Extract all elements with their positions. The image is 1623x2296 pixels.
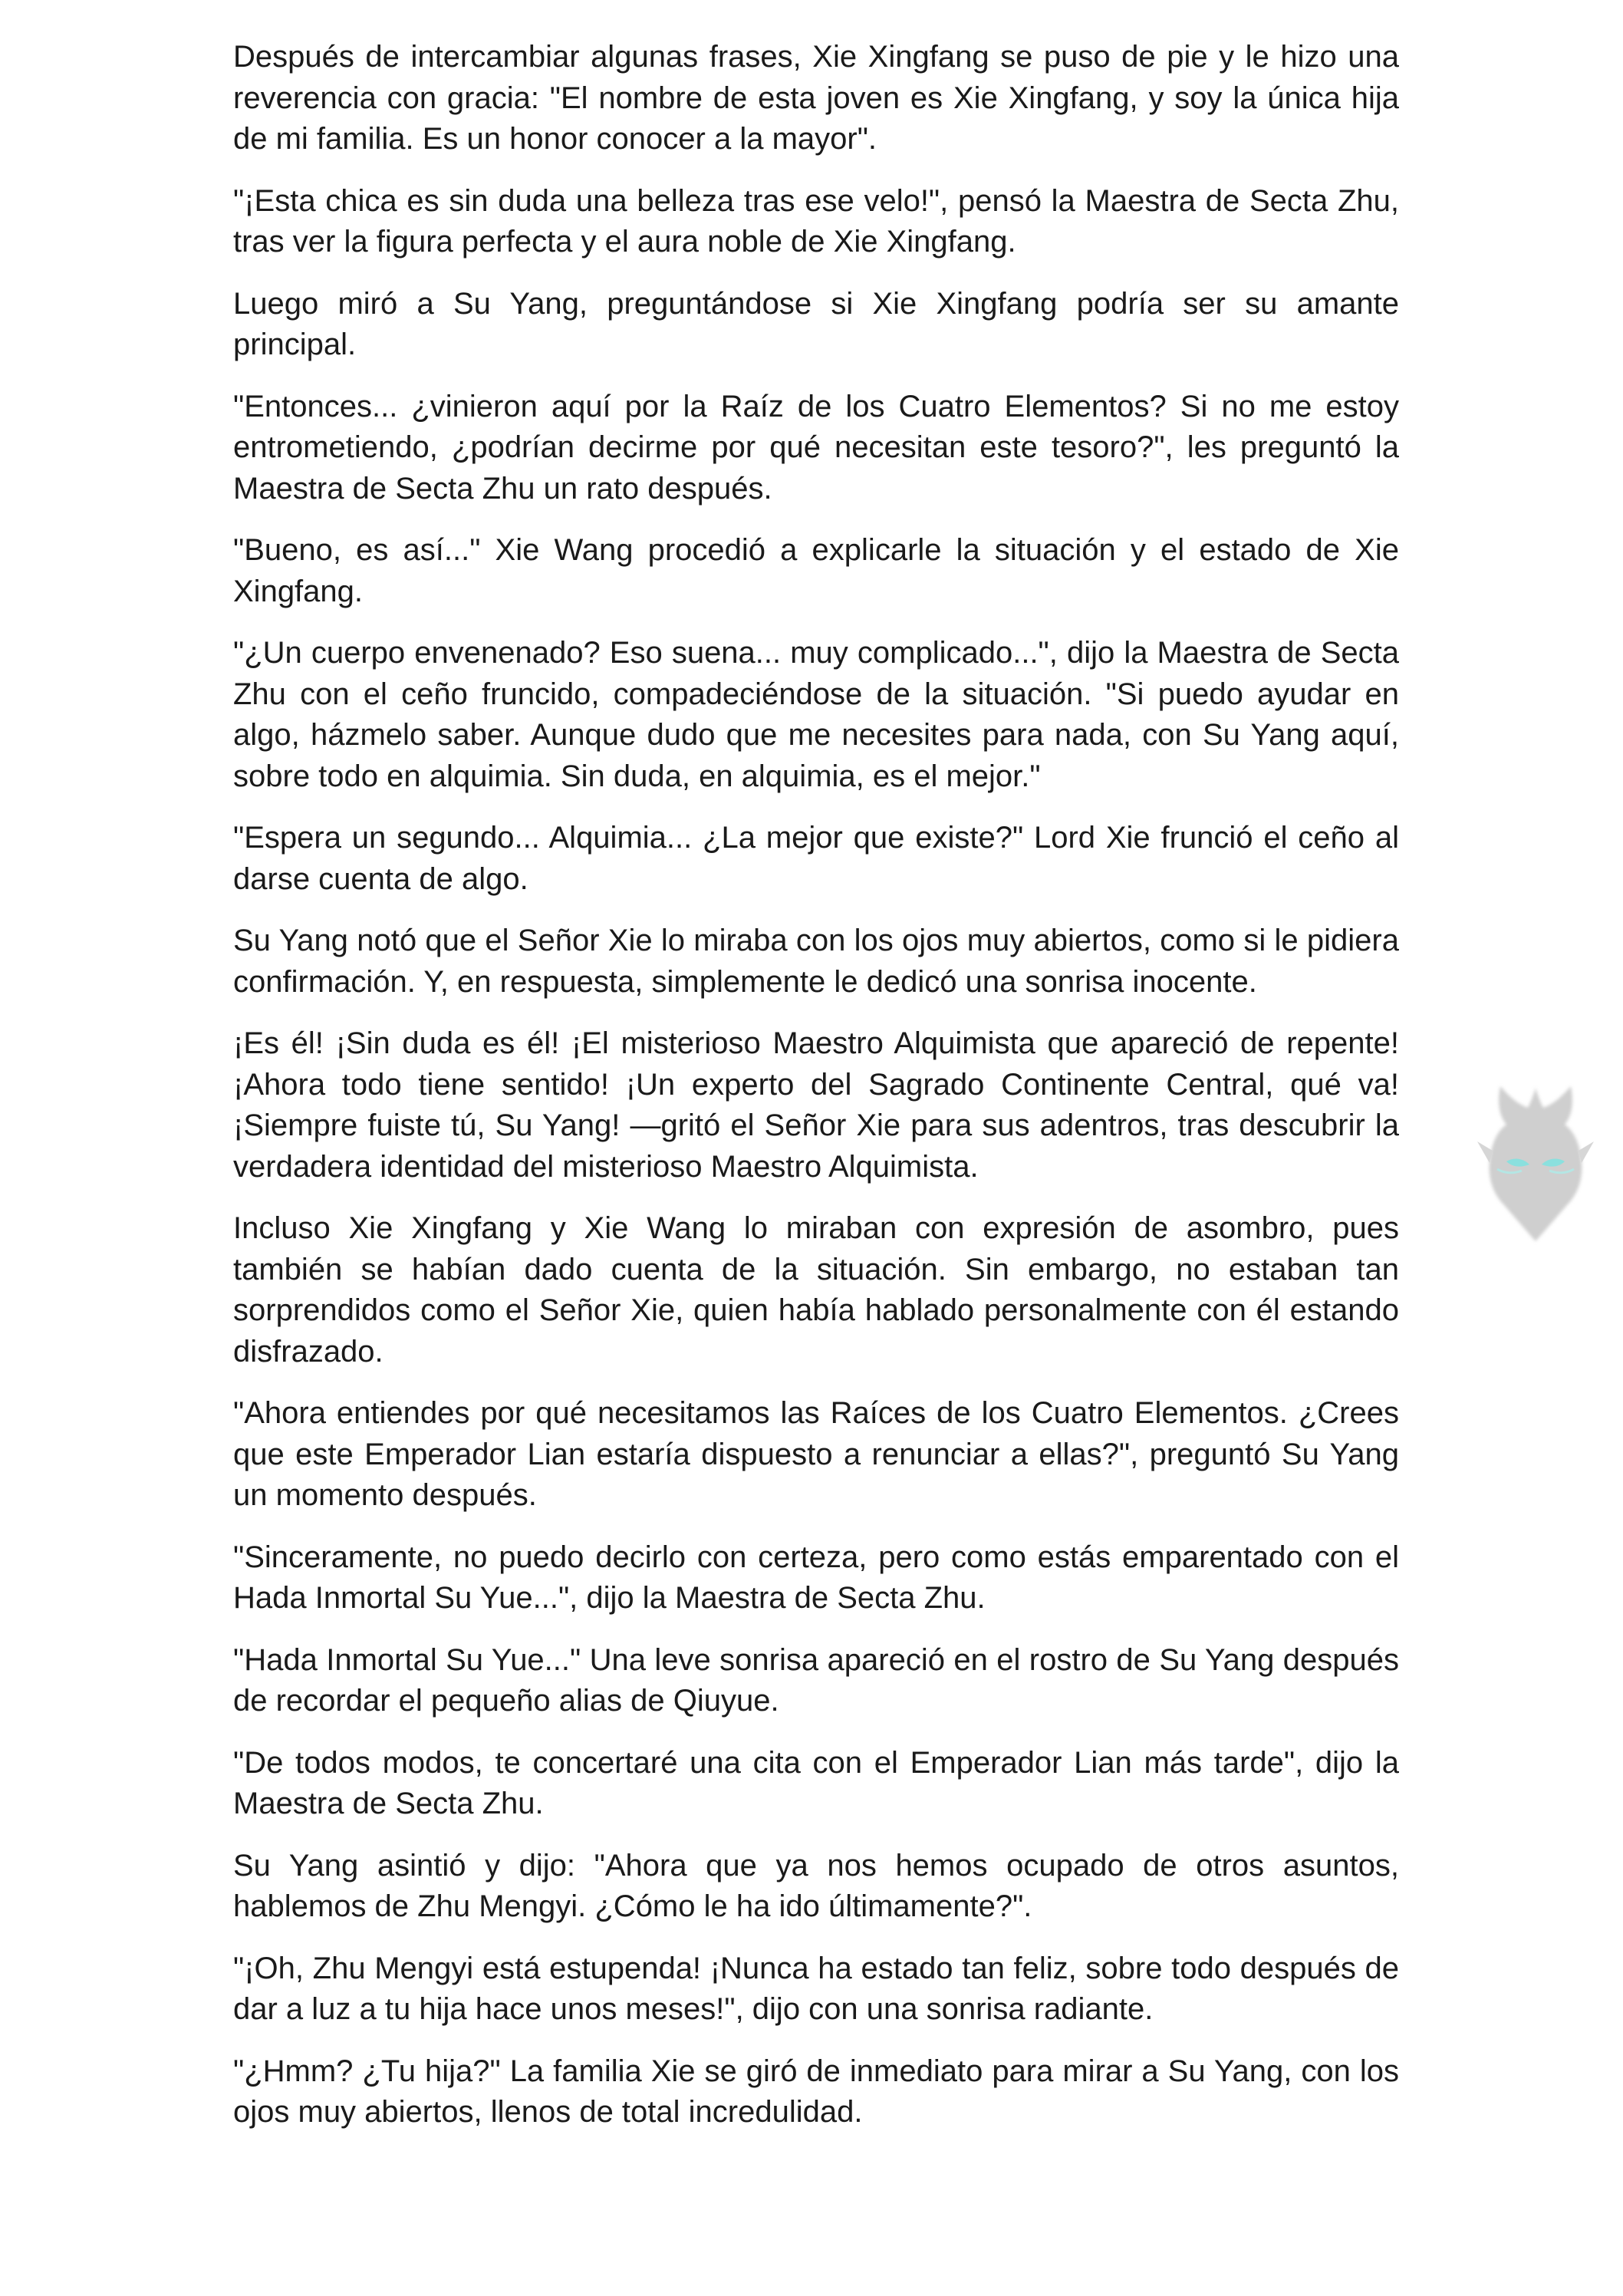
paragraph: Su Yang asintió y dijo: "Ahora que ya nos hemos ocupado de otros asuntos, hablemos de Zhu Mengyi. ¿Cómo le ha ido últimamente?". (233, 1848, 1399, 1923)
paragraph: "Ahora entiendes por qué necesitamos las Raíces de los Cuatro Elementos. ¿Crees que este Emperador Lian estaría dispuesto a renunciar a ellas?", preguntó Su Yang un momento después. (233, 1396, 1399, 1512)
paragraph: "De todos modos, te concertaré una cita con el Emperador Lian más tarde", dijo la Maestra de Secta Zhu. (233, 1745, 1399, 1820)
paragraph: "Sinceramente, no puedo decirlo con certeza, pero como estás emparentado con el Hada Inmortal Su Yue...", dijo la Maestra de Secta Zhu. (233, 1540, 1399, 1615)
paragraph: "Espera un segundo... Alquimia... ¿La mejor que existe?" Lord Xie frunció el ceño al darse cuenta de algo. (233, 821, 1399, 896)
paragraph: "¡Oh, Zhu Mengyi está estupenda! ¡Nunca ha estado tan feliz, sobre todo después de dar a luz a tu hija hace unos meses!", dijo con una sonrisa radiante. (233, 1951, 1399, 2026)
paragraph: "¿Un cuerpo envenenado? Eso suena... muy complicado...", dijo la Maestra de Secta Zhu con el ceño fruncido, compadeciéndose de la situación. "Si puedo ayudar en algo, házmelo saber. Aunque dudo que me necesites para nada, con Su Yang aquí, sobre todo en alquimia. Sin duda, en alquimia, es el mejor." (233, 636, 1399, 793)
paragraph: Incluso Xie Xingfang y Xie Wang lo miraban con expresión de asombro, pues también se habían dado cuenta de la situación. Sin embargo, no estaban tan sorprendidos como el Señor Xie, quien había hablado personalmente con él estando disfrazado. (233, 1211, 1399, 1369)
paragraph: "Bueno, es así..." Xie Wang procedió a explicarle la situación y el estado de Xie Xingfang. (233, 533, 1399, 608)
demon-head-logo-icon (1467, 1071, 1605, 1247)
paragraph: Su Yang notó que el Señor Xie lo miraba con los ojos muy abiertos, como si le pidiera confirmación. Y, en respuesta, simplemente le dedicó una sonrisa inocente. (233, 924, 1399, 999)
paragraph: ¡Es él! ¡Sin duda es él! ¡El misterioso Maestro Alquimista que apareció de repente! ¡Ahora todo tiene sentido! ¡Un experto del Sagrado Continente Central, qué va! ¡Siempre fuiste tú, Su Yang! —gritó el Señor Xie para sus adentros, tras descubrir la verdadera identidad del misterioso Maestro Alquimista. (233, 1026, 1399, 1184)
text-column (233, 37, 1399, 2154)
paragraph: Después de intercambiar algunas frases, Xie Xingfang se puso de pie y le hizo una reverencia con gracia: "El nombre de esta joven es Xie Xingfang, y soy la única hija de mi familia. Es un honor conocer a la mayor". (233, 40, 1399, 156)
paragraph: "¡Esta chica es sin duda una belleza tras ese velo!", pensó la Maestra de Secta Zhu, tras ver la figura perfecta y el aura noble de Xie Xingfang. (233, 183, 1399, 259)
paragraph: "Hada Inmortal Su Yue..." Una leve sonrisa apareció en el rostro de Su Yang después de recordar el pequeño alias de Qiuyue. (233, 1642, 1399, 1718)
paragraph: "Entonces... ¿vinieron aquí por la Raíz de los Cuatro Elementos? Si no me estoy entrometiendo, ¿podrían decirme por qué necesitan este tesoro?", les preguntó la Maestra de Secta Zhu un rato después. (233, 389, 1399, 506)
paragraph: "¿Hmm? ¿Tu hija?" La familia Xie se giró de inmediato para mirar a Su Yang, con los ojos muy abiertos, llenos de total incredulidad. (233, 2054, 1399, 2129)
paragraph: Luego miró a Su Yang, preguntándose si Xie Xingfang podría ser su amante principal. (233, 286, 1399, 361)
